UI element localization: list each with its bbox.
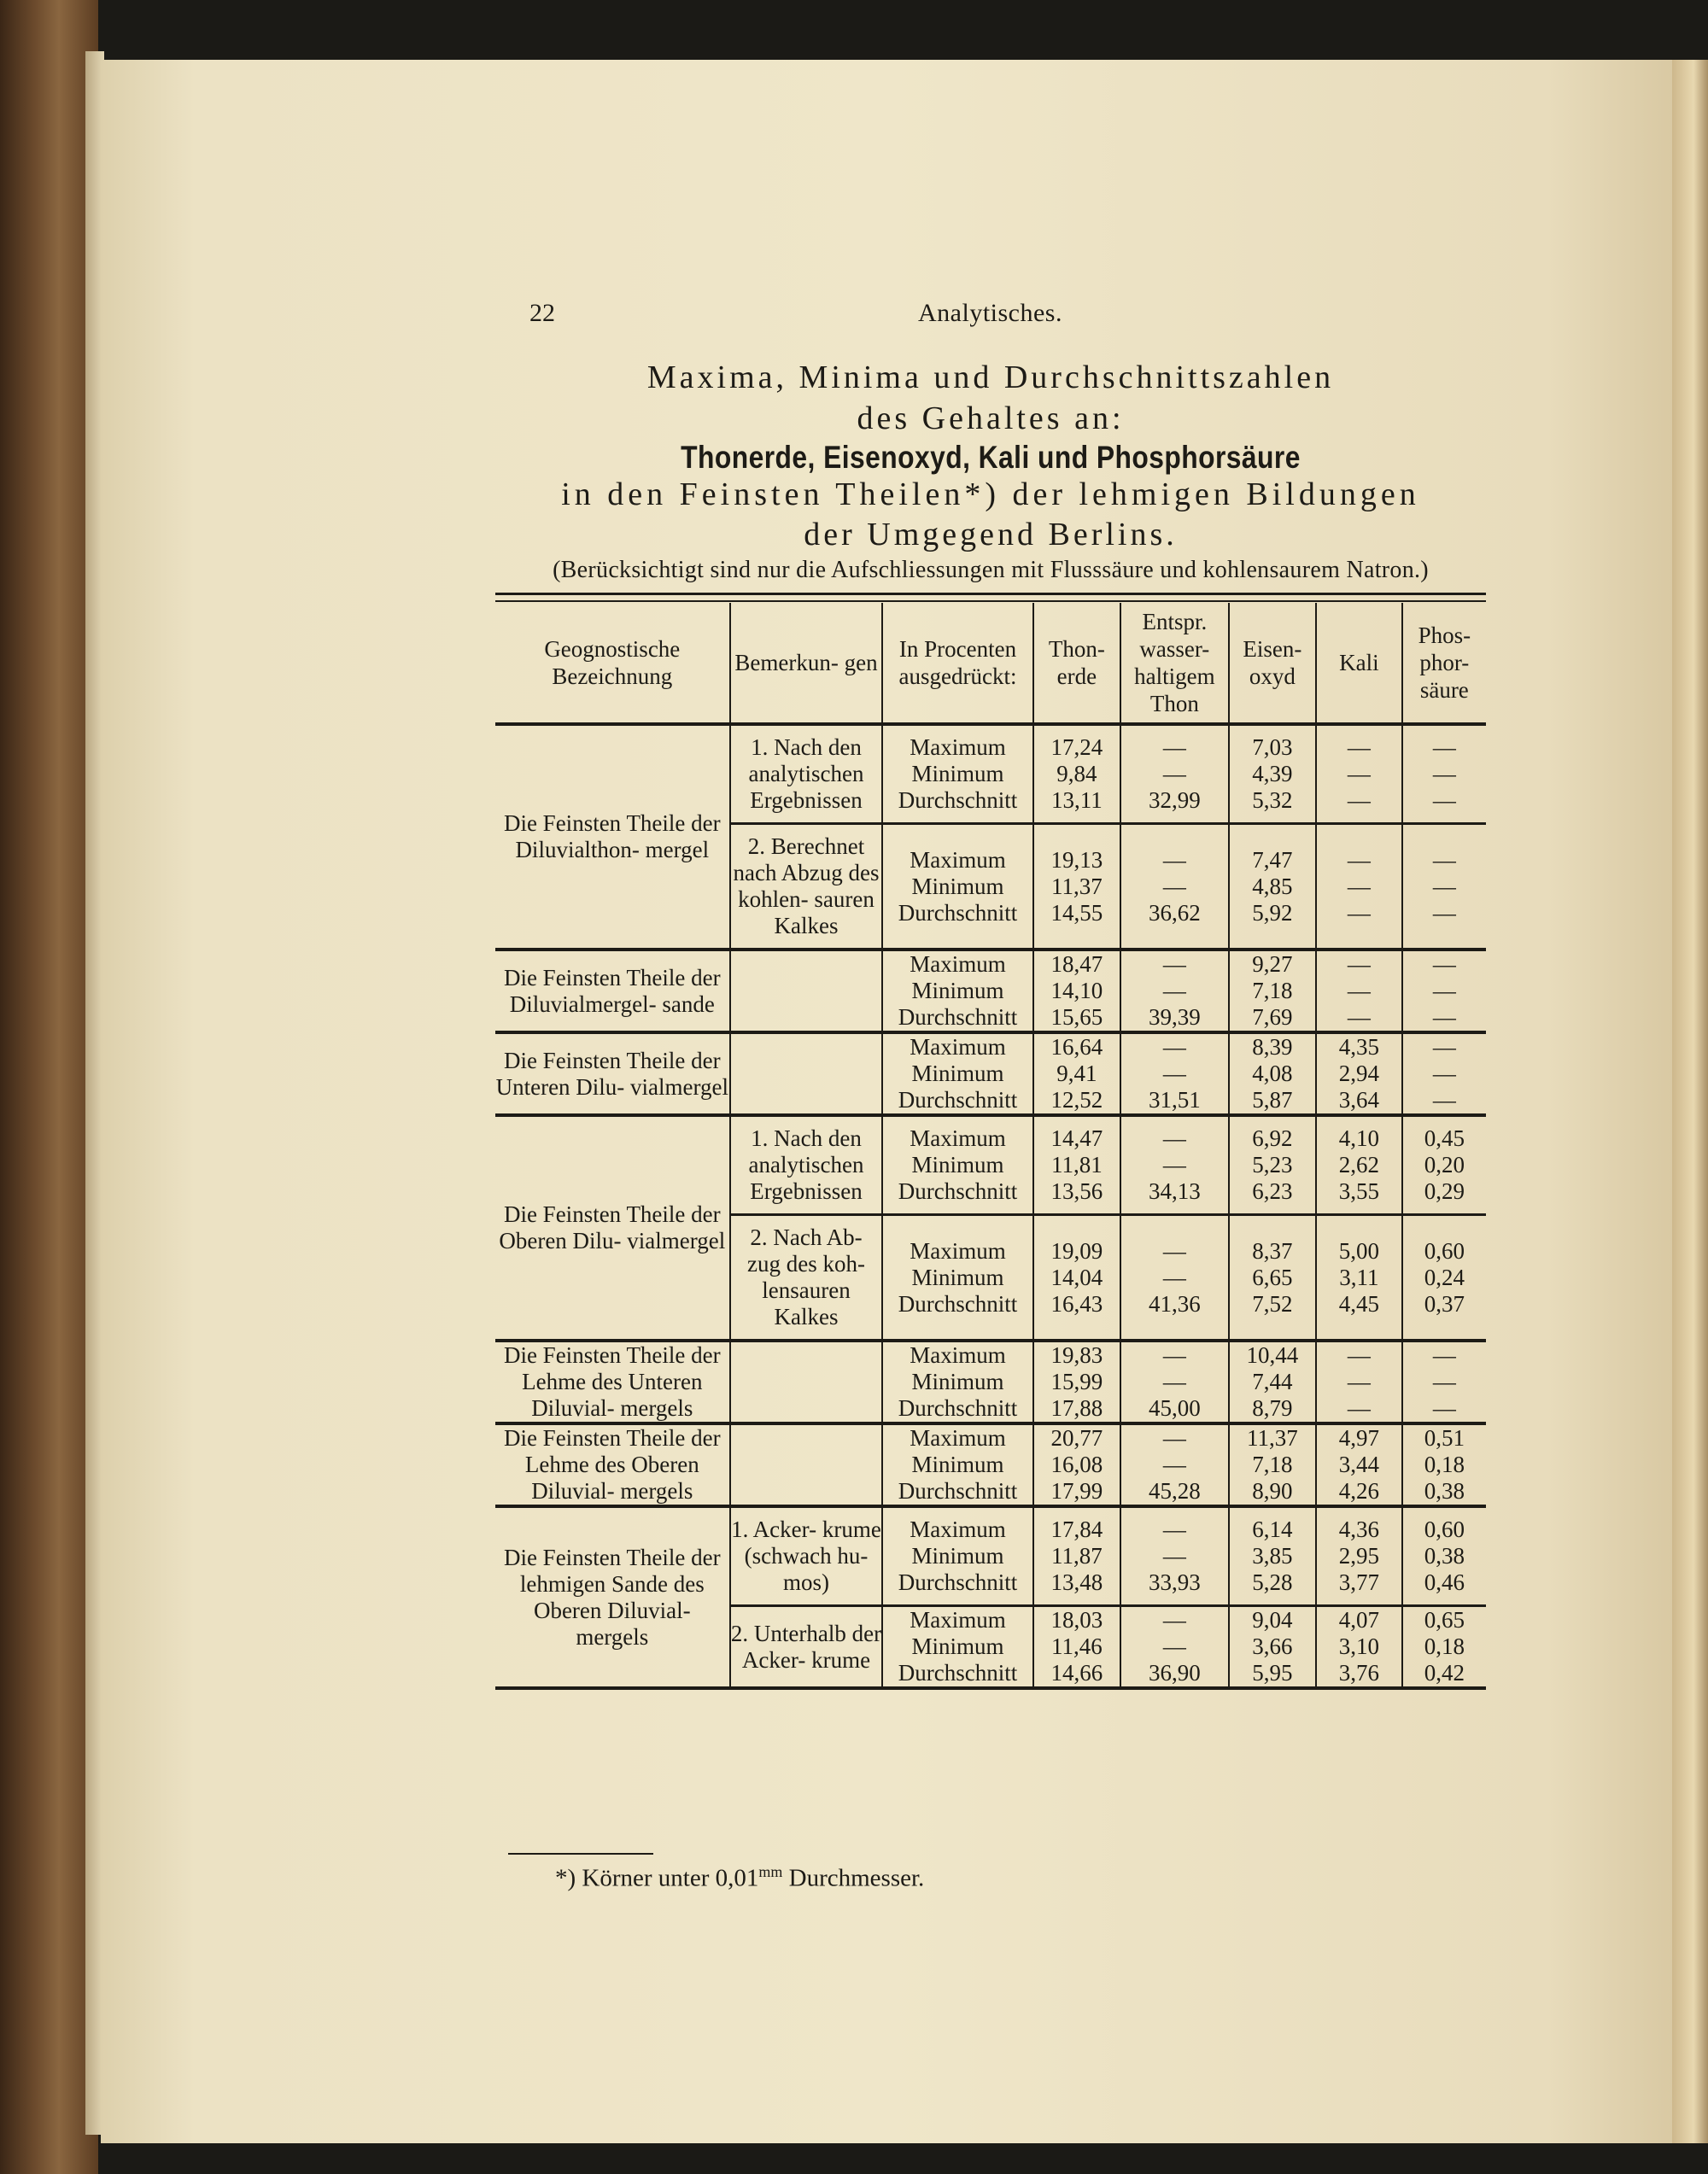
kali-value: — [1347, 734, 1371, 760]
entspr-value: — [1162, 1369, 1186, 1394]
stat-label: Minimum [911, 978, 1004, 1003]
table-row [495, 1423, 1486, 1506]
thonerde-values [1033, 1506, 1120, 1606]
phos-value: 0,51 [1424, 1425, 1465, 1451]
thonerde-value: 15,99 [1050, 1369, 1103, 1394]
kali-value: — [1347, 846, 1371, 873]
eisenoxyd-value: 3,85 [1252, 1543, 1293, 1569]
eisenoxyd-value: 5,28 [1252, 1569, 1293, 1595]
kali-value: 3,76 [1338, 1660, 1380, 1686]
next-page-edge [1672, 60, 1708, 2143]
entspr-value: 32,99 [1148, 787, 1201, 813]
kali-value: — [1347, 1004, 1371, 1030]
footnote-text: Körner unter 0,01 [582, 1864, 759, 1892]
stat-label: Maximum [910, 1125, 1006, 1151]
kali-value: 3,77 [1338, 1569, 1380, 1595]
eisenoxyd-value: 6,65 [1252, 1264, 1293, 1290]
remark-cell: 2. Berechnet nach Abzug des kohlen- sauren Kalkes [730, 824, 883, 950]
thonerde-value: 15,65 [1050, 1004, 1103, 1030]
kali-value: 2,94 [1338, 1061, 1380, 1086]
footnote-unit: mm [758, 1863, 783, 1880]
phos-value: 0,46 [1424, 1569, 1465, 1595]
eisenoxyd-value: 3,66 [1252, 1633, 1293, 1659]
stat-label: Durchschnitt [898, 1004, 1018, 1030]
col-header-eisenoxyd: Eisen- oxyd [1229, 603, 1317, 724]
table-header-row [495, 603, 1486, 724]
eisenoxyd-value: 4,08 [1252, 1061, 1293, 1086]
eisenoxyd-value: 10,44 [1246, 1342, 1299, 1368]
thonerde-value: 13,56 [1050, 1178, 1103, 1204]
entspr-value: — [1162, 1237, 1186, 1264]
eisenoxyd-value: 7,69 [1252, 1004, 1293, 1030]
eisenoxyd-value: 11,37 [1247, 1425, 1298, 1451]
geo-designation: Die Feinsten Theile der Lehme des Unteren Diluvial- mergels [495, 1341, 730, 1423]
title-line-3: Thonerde, Eisenoxyd, Kali und Phosphorsäure [681, 440, 1301, 475]
eisenoxyd-values [1229, 1506, 1317, 1606]
eisenoxyd-value: 7,47 [1252, 846, 1293, 873]
eisenoxyd-values [1229, 1215, 1317, 1341]
thonerde-value: 19,09 [1050, 1237, 1103, 1264]
geo-designation: Die Feinsten Theile der Lehme des Oberen Diluvial- mergels [495, 1423, 730, 1506]
entspr-value: — [1162, 1342, 1186, 1368]
entspr-values [1120, 1506, 1229, 1606]
phos-values [1402, 1215, 1486, 1341]
entspr-value: — [1162, 734, 1186, 760]
geo-designation: Die Feinsten Theile der Unteren Dilu- vialmergel [495, 1032, 730, 1115]
phos-value: 0,24 [1424, 1264, 1465, 1290]
kali-value: — [1347, 1369, 1371, 1394]
geo-designation: Die Feinsten Theile der lehmigen Sande des Oberen Diluvial- mergels [495, 1506, 730, 1688]
table-row [495, 1115, 1486, 1215]
kali-value: 3,11 [1339, 1264, 1379, 1290]
entspr-value: — [1162, 1125, 1186, 1151]
entspr-value: 45,00 [1148, 1395, 1201, 1421]
table-body [495, 724, 1486, 1688]
stat-label: Durchschnitt [898, 1178, 1018, 1204]
thonerde-value: 20,77 [1050, 1425, 1103, 1451]
phos-values [1402, 1506, 1486, 1606]
geo-designation: Die Feinsten Theile der Oberen Dilu- vialmergel [495, 1115, 730, 1341]
eisenoxyd-value: 8,37 [1252, 1237, 1293, 1264]
kali-value: 4,45 [1338, 1290, 1380, 1317]
phos-value: — [1432, 846, 1456, 873]
eisenoxyd-value: 6,92 [1252, 1125, 1293, 1151]
footnote-rule [508, 1853, 653, 1855]
book-spine [0, 0, 98, 2174]
eisenoxyd-value: 7,44 [1252, 1369, 1293, 1394]
entspr-value: 36,90 [1148, 1660, 1201, 1686]
phos-value: 0,18 [1424, 1452, 1465, 1477]
table-row [495, 724, 1486, 824]
phos-value: — [1432, 1034, 1456, 1060]
thonerde-value: 11,87 [1050, 1543, 1103, 1569]
entspr-values [1120, 1032, 1229, 1115]
thonerde-value: 17,99 [1050, 1478, 1103, 1504]
thonerde-value: 11,37 [1050, 873, 1103, 899]
phos-value: 0,38 [1424, 1543, 1465, 1569]
stat-label: Maximum [910, 734, 1006, 760]
entspr-value: — [1162, 1452, 1186, 1477]
kali-value: 4,36 [1338, 1517, 1380, 1542]
kali-value: 3,64 [1338, 1087, 1380, 1113]
eisenoxyd-value: 8,90 [1252, 1478, 1293, 1504]
thonerde-value: 9,84 [1056, 761, 1097, 786]
remark-cell [730, 950, 883, 1032]
stat-label: Maximum [910, 1034, 1006, 1060]
table-row [495, 1032, 1486, 1115]
eisenoxyd-value: 5,92 [1252, 899, 1293, 926]
col-header-geo: Geognostische Bezeichnung [495, 603, 730, 724]
kali-value: 3,44 [1338, 1452, 1380, 1477]
kali-values [1316, 1115, 1401, 1215]
thonerde-values [1033, 824, 1120, 950]
phos-value: 0,42 [1424, 1660, 1465, 1686]
entspr-value: 33,93 [1148, 1569, 1201, 1595]
eisenoxyd-value: 4,85 [1252, 873, 1293, 899]
stat-label: Minimum [911, 1264, 1004, 1290]
page-header [529, 299, 1076, 333]
stat-label: Minimum [911, 1369, 1004, 1394]
eisenoxyd-value: 8,39 [1252, 1034, 1293, 1060]
thonerde-value: 16,08 [1050, 1452, 1103, 1477]
kali-values [1316, 724, 1401, 824]
eisenoxyd-value: 7,52 [1252, 1290, 1293, 1317]
col-header-expressed: In Procenten ausgedrückt: [882, 603, 1032, 724]
eisenoxyd-value: 4,39 [1252, 761, 1293, 786]
thonerde-value: 13,48 [1050, 1569, 1103, 1595]
kali-value: 2,95 [1338, 1543, 1380, 1569]
stat-label: Durchschnitt [898, 1478, 1018, 1504]
kali-values [1316, 824, 1401, 950]
eisenoxyd-value: 5,32 [1252, 787, 1293, 813]
kali-values [1316, 1215, 1401, 1341]
thonerde-value: 12,52 [1050, 1087, 1103, 1113]
eisenoxyd-value: 9,27 [1252, 951, 1293, 977]
stat-labels [882, 1606, 1032, 1689]
stat-label: Maximum [910, 1237, 1006, 1264]
thonerde-value: 11,46 [1050, 1633, 1103, 1659]
stat-label: Durchschnitt [898, 1290, 1018, 1317]
entspr-values [1120, 950, 1229, 1032]
stat-label: Maximum [910, 1607, 1006, 1633]
eisenoxyd-value: 9,04 [1252, 1607, 1293, 1633]
thonerde-values [1033, 1606, 1120, 1689]
entspr-value: — [1162, 846, 1186, 873]
entspr-value: — [1162, 1543, 1186, 1569]
col-header-entspr: Entspr. wasser- haltigem Thon [1120, 603, 1229, 724]
thonerde-value: 16,43 [1050, 1290, 1103, 1317]
eisenoxyd-value: 7,18 [1252, 978, 1293, 1003]
phos-value: 0,45 [1424, 1125, 1465, 1151]
thonerde-values [1033, 1115, 1120, 1215]
col-header-kali: Kali [1316, 603, 1401, 724]
thonerde-value: 16,64 [1050, 1034, 1103, 1060]
kali-value: 4,26 [1338, 1478, 1380, 1504]
phos-value: 0,29 [1424, 1178, 1465, 1204]
eisenoxyd-value: 7,18 [1252, 1452, 1293, 1477]
phos-value: — [1432, 1061, 1456, 1086]
entspr-value: — [1162, 1264, 1186, 1290]
page-number: 22 [529, 299, 555, 327]
footnote [555, 1863, 924, 1893]
thonerde-value: 18,47 [1050, 951, 1103, 977]
stat-label: Maximum [910, 951, 1006, 977]
kali-value: — [1347, 761, 1371, 786]
entspr-value: — [1162, 1425, 1186, 1451]
stat-labels [882, 1423, 1032, 1506]
entspr-value: — [1162, 1633, 1186, 1659]
stat-labels [882, 1032, 1032, 1115]
kali-values [1316, 950, 1401, 1032]
geo-designation: Die Feinsten Theile der Diluvialmergel- sande [495, 950, 730, 1032]
eisenoxyd-value: 6,23 [1252, 1178, 1293, 1204]
kali-value: 5,00 [1338, 1237, 1380, 1264]
table-row [495, 950, 1486, 1032]
thonerde-value: 14,10 [1050, 978, 1103, 1003]
stat-label: Minimum [911, 1543, 1004, 1569]
eisenoxyd-value: 7,03 [1252, 734, 1293, 760]
thonerde-value: 19,83 [1050, 1342, 1103, 1368]
entspr-values [1120, 1341, 1229, 1423]
col-header-phos: Phos- phor- säure [1402, 603, 1486, 724]
entspr-values [1120, 824, 1229, 950]
kali-values [1316, 1506, 1401, 1606]
remark-cell [730, 1423, 883, 1506]
kali-value: — [1347, 787, 1371, 813]
stat-label: Minimum [911, 1633, 1004, 1659]
entspr-value: — [1162, 1034, 1186, 1060]
footnote-text-end: Durchmesser. [788, 1864, 925, 1892]
entspr-value: 34,13 [1148, 1178, 1201, 1204]
remark-cell [730, 1341, 883, 1423]
entspr-value: — [1162, 1517, 1186, 1542]
thonerde-value: 14,66 [1050, 1660, 1103, 1686]
stat-labels [882, 1215, 1032, 1341]
eisenoxyd-values [1229, 1341, 1317, 1423]
thonerde-values [1033, 1032, 1120, 1115]
col-header-remarks: Bemerkun- gen [730, 603, 883, 724]
kali-values [1316, 1423, 1401, 1506]
entspr-value: — [1162, 951, 1186, 977]
entspr-value: 41,36 [1148, 1290, 1201, 1317]
phos-values [1402, 1423, 1486, 1506]
eisenoxyd-values [1229, 1606, 1317, 1689]
phos-value: — [1432, 1004, 1456, 1030]
kali-value: — [1347, 873, 1371, 899]
footnote-marker: *) [555, 1864, 576, 1892]
entspr-value: — [1162, 1607, 1186, 1633]
stat-label: Minimum [911, 873, 1004, 899]
phos-values [1402, 1606, 1486, 1689]
kali-value: 4,35 [1338, 1034, 1380, 1060]
entspr-values [1120, 724, 1229, 824]
remark-cell [730, 1032, 883, 1115]
kali-value: — [1347, 1395, 1371, 1421]
stat-label: Minimum [911, 1061, 1004, 1086]
stat-label: Durchschnitt [898, 1395, 1018, 1421]
stat-label: Minimum [911, 761, 1004, 786]
stat-labels [882, 1506, 1032, 1606]
kali-value: — [1347, 978, 1371, 1003]
thonerde-value: 17,24 [1050, 734, 1103, 760]
stat-labels [882, 1341, 1032, 1423]
phos-value: — [1432, 873, 1456, 899]
thonerde-values [1033, 1423, 1120, 1506]
stat-labels [882, 1115, 1032, 1215]
phos-values [1402, 1115, 1486, 1215]
phos-value: — [1432, 899, 1456, 926]
entspr-values [1120, 1423, 1229, 1506]
entspr-values [1120, 1115, 1229, 1215]
stat-labels [882, 950, 1032, 1032]
title-line-1: Maxima, Minima und Durchschnittszahlen [646, 359, 1335, 395]
phos-value: — [1432, 978, 1456, 1003]
entspr-values [1120, 1606, 1229, 1689]
title-note: (Berücksichtigt sind nur die Aufschliessungen mit Flusssäure und kohlensaurem Natron.) [553, 557, 1429, 583]
eisenoxyd-value: 5,95 [1252, 1660, 1293, 1686]
remark-cell: 2. Nach Ab- zug des koh- lensauren Kalkes [730, 1215, 883, 1341]
entspr-value: — [1162, 1061, 1186, 1086]
kali-values [1316, 1032, 1401, 1115]
running-head: Analytisches. [918, 299, 1062, 327]
entspr-values [1120, 1215, 1229, 1341]
eisenoxyd-value: 5,87 [1252, 1087, 1293, 1113]
remark-cell: 1. Nach den analytischen Ergebnissen [730, 1115, 883, 1215]
entspr-value: — [1162, 761, 1186, 786]
phos-value: — [1432, 1342, 1456, 1368]
table-row [495, 1341, 1486, 1423]
phos-value: — [1432, 1369, 1456, 1394]
stat-label: Durchschnitt [898, 899, 1018, 926]
phos-value: 0,18 [1424, 1633, 1465, 1659]
phos-value: — [1432, 1395, 1456, 1421]
entspr-value: — [1162, 873, 1186, 899]
phos-values [1402, 1032, 1486, 1115]
eisenoxyd-values [1229, 950, 1317, 1032]
eisenoxyd-value: 6,14 [1252, 1517, 1293, 1542]
stat-label: Durchschnitt [898, 1087, 1018, 1113]
stat-labels [882, 824, 1032, 950]
eisenoxyd-value: 8,79 [1252, 1395, 1293, 1421]
thonerde-value: 17,84 [1050, 1517, 1103, 1542]
remark-cell: 1. Nach den analytischen Ergebnissen [730, 724, 883, 824]
remark-cell: 2. Unterhalb der Acker- krume [730, 1606, 883, 1689]
table-row [495, 1506, 1486, 1606]
thonerde-value: 14,04 [1050, 1264, 1103, 1290]
kali-values [1316, 1606, 1401, 1689]
phos-value: — [1432, 761, 1456, 786]
thonerde-value: 13,11 [1050, 787, 1103, 813]
stat-label: Durchschnitt [898, 1569, 1018, 1595]
phos-values [1402, 724, 1486, 824]
stat-label: Maximum [910, 846, 1006, 873]
kali-values [1316, 1341, 1401, 1423]
entspr-value: 39,39 [1148, 1004, 1201, 1030]
kali-value: 3,10 [1338, 1633, 1380, 1659]
entspr-value: 45,28 [1148, 1478, 1201, 1504]
kali-value: — [1347, 951, 1371, 977]
thonerde-value: 14,55 [1050, 899, 1103, 926]
stat-labels [882, 724, 1032, 824]
data-table [495, 603, 1486, 1690]
stat-label: Minimum [911, 1452, 1004, 1477]
thonerde-values [1033, 950, 1120, 1032]
kali-value: — [1347, 1342, 1371, 1368]
phos-value: 0,38 [1424, 1478, 1465, 1504]
eisenoxyd-values [1229, 1032, 1317, 1115]
kali-value: 4,07 [1338, 1607, 1380, 1633]
thonerde-value: 18,03 [1050, 1607, 1103, 1633]
kali-value: 4,10 [1338, 1125, 1380, 1151]
phos-value: 0,60 [1424, 1517, 1465, 1542]
phos-value: — [1432, 951, 1456, 977]
thonerde-value: 11,81 [1050, 1152, 1103, 1178]
phos-value: 0,60 [1424, 1237, 1465, 1264]
kali-value: — [1347, 899, 1371, 926]
kali-value: 3,55 [1338, 1178, 1380, 1204]
thonerde-value: 14,47 [1050, 1125, 1103, 1151]
thonerde-value: 17,88 [1050, 1395, 1103, 1421]
stat-label: Durchschnitt [898, 1660, 1018, 1686]
thonerde-value: 9,41 [1056, 1061, 1097, 1086]
col-header-thonerde: Thon- erde [1033, 603, 1120, 724]
entspr-value: 36,62 [1148, 899, 1201, 926]
stat-label: Maximum [910, 1517, 1006, 1542]
title-line-2: des Gehaltes an: [857, 400, 1125, 436]
phos-values [1402, 1341, 1486, 1423]
phos-value: — [1432, 787, 1456, 813]
remark-cell: 1. Acker- krume (schwach hu- mos) [730, 1506, 883, 1606]
kali-value: 2,62 [1338, 1152, 1380, 1178]
phos-value: 0,37 [1424, 1290, 1465, 1317]
thonerde-values [1033, 1341, 1120, 1423]
title-line-4: in den Feinsten Theilen*) der lehmigen Bildungen [561, 476, 1420, 512]
thonerde-values [1033, 1215, 1120, 1341]
thonerde-value: 19,13 [1050, 846, 1103, 873]
eisenoxyd-values [1229, 1423, 1317, 1506]
phos-values [1402, 824, 1486, 950]
phos-values [1402, 950, 1486, 1032]
phos-value: — [1432, 734, 1456, 760]
stat-label: Maximum [910, 1425, 1006, 1451]
eisenoxyd-value: 5,23 [1252, 1152, 1293, 1178]
phos-value: 0,20 [1424, 1152, 1465, 1178]
stat-label: Maximum [910, 1342, 1006, 1368]
geo-designation: Die Feinsten Theile der Diluvialthon- mergel [495, 724, 730, 950]
title-line-5: der Umgegend Berlins. [804, 517, 1178, 552]
kali-value: 4,97 [1338, 1425, 1380, 1451]
stat-label: Minimum [911, 1152, 1004, 1178]
entspr-value: — [1162, 1152, 1186, 1178]
eisenoxyd-values [1229, 1115, 1317, 1215]
phos-value: — [1432, 1087, 1456, 1113]
eisenoxyd-values [1229, 824, 1317, 950]
phos-value: 0,65 [1424, 1607, 1465, 1633]
eisenoxyd-values [1229, 724, 1317, 824]
thonerde-values [1033, 724, 1120, 824]
entspr-value: — [1162, 978, 1186, 1003]
stat-label: Durchschnitt [898, 787, 1018, 813]
entspr-value: 31,51 [1148, 1087, 1201, 1113]
table-top-rule [495, 593, 1486, 602]
